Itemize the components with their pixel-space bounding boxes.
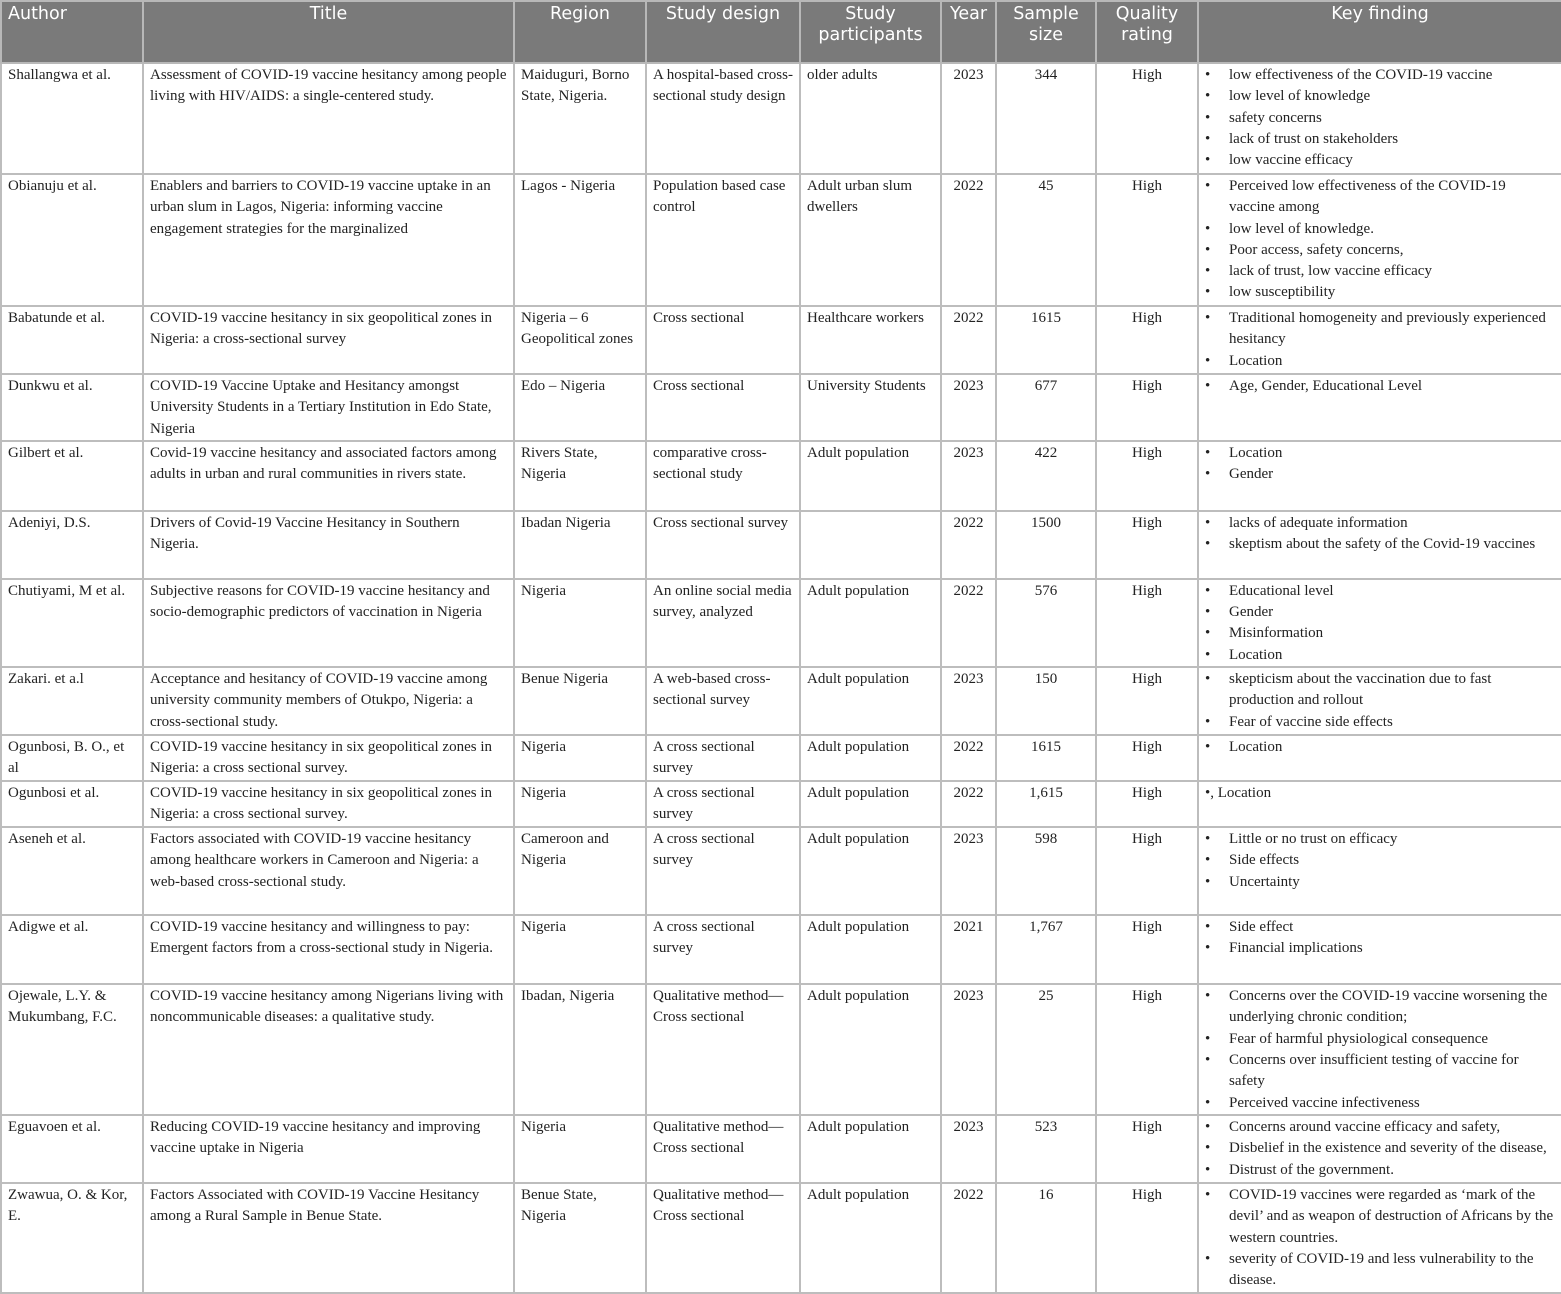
key-finding-item: • low level of knowledge. (1229, 219, 1555, 240)
key-finding-item: • Location (1229, 443, 1555, 464)
cell-participants: Healthcare workers (800, 306, 941, 374)
cell-author: Shallangwa et al. (1, 63, 143, 174)
key-finding-item: • Fear of vaccine side effects (1229, 712, 1555, 733)
header-study-design: Study design (646, 1, 800, 63)
cell-year: 2023 (941, 984, 996, 1115)
cell-design: Cross sectional (646, 306, 800, 374)
cell-year: 2022 (941, 579, 996, 667)
cell-design: Qualitative method—Cross sectional (646, 1115, 800, 1183)
cell-design: Cross sectional survey (646, 511, 800, 579)
cell-title: Subjective reasons for COVID-19 vaccine hesitancy and socio-demographic predictors of vaccination in Nigeria (143, 579, 514, 667)
cell-title: COVID-19 vaccine hesitancy in six geopolitical zones in Nigeria: a cross sectional survey. (143, 735, 514, 781)
cell-author: Zwawua, O. & Kor, E. (1, 1183, 143, 1293)
cell-title: Acceptance and hesitancy of COVID-19 vaccine among university community members of Otukpo, Nigeria: a cross-sectional study. (143, 667, 514, 735)
cell-author: Babatunde et al. (1, 306, 143, 374)
cell-sample: 1500 (996, 511, 1096, 579)
cell-quality: High (1096, 511, 1198, 579)
cell-sample: 16 (996, 1183, 1096, 1293)
cell-author: Zakari. et a.l (1, 667, 143, 735)
key-finding-list (1205, 308, 1555, 372)
key-finding-item: • skeptism about the safety of the Covid-19 vaccines (1229, 534, 1555, 555)
cell-region: Benue State, Nigeria (514, 1183, 646, 1293)
cell-sample: 422 (996, 441, 1096, 511)
cell-key-finding (1198, 441, 1561, 511)
table-row (1, 441, 1561, 511)
cell-key-finding (1198, 1183, 1561, 1293)
key-finding-list (1205, 917, 1555, 960)
cell-year: 2022 (941, 174, 996, 306)
cell-quality: High (1096, 374, 1198, 441)
cell-key-finding (1198, 511, 1561, 579)
cell-sample: 1,767 (996, 915, 1096, 984)
cell-key-finding (1198, 174, 1561, 306)
cell-region: Nigeria (514, 915, 646, 984)
cell-participants: Adult population (800, 735, 941, 781)
cell-year: 2021 (941, 915, 996, 984)
cell-design: A cross sectional survey (646, 735, 800, 781)
table-row (1, 827, 1561, 915)
cell-title: Factors associated with COVID-19 vaccine hesitancy among healthcare workers in Cameroon and Nigeria: a web-based cross-sectional study. (143, 827, 514, 915)
table-row (1, 667, 1561, 735)
table-row (1, 735, 1561, 781)
key-finding-item: • Poor access, safety concerns, (1229, 240, 1555, 261)
cell-design: comparative cross-sectional study (646, 441, 800, 511)
cell-participants: Adult population (800, 984, 941, 1115)
key-finding-list (1205, 1185, 1555, 1291)
key-finding-item: • lack of trust on stakeholders (1229, 129, 1555, 150)
cell-design: Qualitative method—Cross sectional (646, 1183, 800, 1293)
cell-title: COVID-19 Vaccine Uptake and Hesitancy amongst University Students in a Tertiary Institution in Edo State, Nigeria (143, 374, 514, 441)
header-key-finding: Key finding (1198, 1, 1561, 63)
cell-key-finding (1198, 735, 1561, 781)
cell-title: Enablers and barriers to COVID-19 vaccine uptake in an urban slum in Lagos, Nigeria: informing vaccine engagement strategies for the marginalized (143, 174, 514, 306)
cell-author: Gilbert et al. (1, 441, 143, 511)
cell-key-finding (1198, 1115, 1561, 1183)
table-row (1, 63, 1561, 174)
key-finding-item: • Little or no trust on efficacy (1229, 829, 1555, 850)
cell-quality: High (1096, 915, 1198, 984)
key-finding-list (1205, 65, 1555, 171)
key-finding-item: • Side effects (1229, 850, 1555, 871)
cell-design: Population based case control (646, 174, 800, 306)
cell-participants: Adult population (800, 667, 941, 735)
key-finding-item: • Misinformation (1229, 623, 1555, 644)
cell-key-finding (1198, 63, 1561, 174)
cell-key-finding (1198, 667, 1561, 735)
cell-year: 2023 (941, 667, 996, 735)
key-finding-item: • low effectiveness of the COVID-19 vaccine (1229, 65, 1555, 86)
table-row (1, 306, 1561, 374)
cell-author: Aseneh et al. (1, 827, 143, 915)
cell-key-finding (1198, 306, 1561, 374)
cell-quality: High (1096, 984, 1198, 1115)
key-finding-list (1205, 513, 1555, 556)
cell-sample: 1615 (996, 735, 1096, 781)
cell-region: Maiduguri, Borno State, Nigeria. (514, 63, 646, 174)
key-finding-item: • lacks of adequate information (1229, 513, 1555, 534)
cell-design: Cross sectional (646, 374, 800, 441)
key-finding-list (1205, 1117, 1555, 1181)
cell-key-finding: •, Location (1198, 781, 1561, 827)
key-finding-item: • COVID-19 vaccines were regarded as ‘mark of the devil’ and as weapon of destruction of Africans by the western countries. (1229, 1185, 1555, 1249)
cell-participants: Adult urban slum dwellers (800, 174, 941, 306)
cell-design: A cross sectional survey (646, 781, 800, 827)
key-finding-item: • Concerns around vaccine efficacy and safety, (1229, 1117, 1555, 1138)
cell-author: Ogunbosi et al. (1, 781, 143, 827)
cell-title: Factors Associated with COVID-19 Vaccine Hesitancy among a Rural Sample in Benue State. (143, 1183, 514, 1293)
cell-region: Nigeria (514, 735, 646, 781)
header-region: Region (514, 1, 646, 63)
cell-design: Qualitative method—Cross sectional (646, 984, 800, 1115)
cell-author: Chutiyami, M et al. (1, 579, 143, 667)
cell-region: Nigeria (514, 1115, 646, 1183)
cell-author: Obianuju et al. (1, 174, 143, 306)
key-finding-list (1205, 986, 1555, 1114)
key-finding-item: • low susceptibility (1229, 282, 1555, 303)
key-finding-item: • safety concerns (1229, 108, 1555, 129)
cell-key-finding (1198, 827, 1561, 915)
key-finding-item: • Age, Gender, Educational Level (1229, 376, 1555, 397)
cell-region: Ibadan Nigeria (514, 511, 646, 579)
cell-participants: University Students (800, 374, 941, 441)
cell-author: Adeniyi, D.S. (1, 511, 143, 579)
cell-title: Reducing COVID-19 vaccine hesitancy and improving vaccine uptake in Nigeria (143, 1115, 514, 1183)
key-finding-item: • Traditional homogeneity and previously experienced hesitancy (1229, 308, 1555, 351)
key-finding-list (1205, 829, 1555, 893)
key-finding-item: • Location (1229, 351, 1555, 372)
cell-quality: High (1096, 63, 1198, 174)
key-finding-item: • Educational level (1229, 581, 1555, 602)
key-finding-item: • low vaccine efficacy (1229, 150, 1555, 171)
key-finding-list (1205, 669, 1555, 733)
cell-title: Assessment of COVID-19 vaccine hesitancy among people living with HIV/AIDS: a single-centered study. (143, 63, 514, 174)
cell-author: Dunkwu et al. (1, 374, 143, 441)
header-year: Year (941, 1, 996, 63)
key-finding-item: • Concerns over insufficient testing of vaccine for safety (1229, 1050, 1555, 1093)
cell-title: Drivers of Covid-19 Vaccine Hesitancy in Southern Nigeria. (143, 511, 514, 579)
cell-sample: 576 (996, 579, 1096, 667)
key-finding-list (1205, 581, 1555, 666)
cell-sample: 598 (996, 827, 1096, 915)
cell-region: Benue Nigeria (514, 667, 646, 735)
cell-participants: Adult population (800, 579, 941, 667)
cell-design: A cross sectional survey (646, 827, 800, 915)
cell-sample: 1,615 (996, 781, 1096, 827)
key-finding-item: • Perceived vaccine infectiveness (1229, 1093, 1555, 1114)
cell-author: Ogunbosi, B. O., et al (1, 735, 143, 781)
cell-quality: High (1096, 306, 1198, 374)
cell-year: 2023 (941, 374, 996, 441)
cell-sample: 45 (996, 174, 1096, 306)
table-row (1, 915, 1561, 984)
cell-region: Nigeria (514, 781, 646, 827)
cell-year: 2022 (941, 781, 996, 827)
key-finding-item: • Financial implications (1229, 938, 1555, 959)
cell-title: COVID-19 vaccine hesitancy in six geopolitical zones in Nigeria: a cross sectional survey. (143, 781, 514, 827)
cell-quality: High (1096, 1183, 1198, 1293)
cell-quality: High (1096, 579, 1198, 667)
cell-year: 2023 (941, 63, 996, 174)
cell-year: 2022 (941, 511, 996, 579)
cell-quality: High (1096, 174, 1198, 306)
header-quality: Quality rating (1096, 1, 1198, 63)
key-finding-item: • Location (1229, 645, 1555, 666)
cell-participants: Adult population (800, 827, 941, 915)
cell-participants: Adult population (800, 781, 941, 827)
key-finding-item: • Perceived low effectiveness of the COVID-19 vaccine among (1229, 176, 1555, 219)
key-finding-item: • Concerns over the COVID-19 vaccine worsening the underlying chronic condition; (1229, 986, 1555, 1029)
cell-quality: High (1096, 441, 1198, 511)
cell-quality: High (1096, 735, 1198, 781)
cell-sample: 25 (996, 984, 1096, 1115)
table-row (1, 174, 1561, 306)
cell-region: Lagos - Nigeria (514, 174, 646, 306)
key-finding-item: • Location (1229, 737, 1555, 758)
cell-region: Nigeria (514, 579, 646, 667)
cell-title: Covid-19 vaccine hesitancy and associated factors among adults in urban and rural communities in rivers state. (143, 441, 514, 511)
cell-design: A web-based cross-sectional survey (646, 667, 800, 735)
key-finding-list (1205, 737, 1555, 758)
cell-participants: Adult population (800, 915, 941, 984)
cell-region: Nigeria – 6 Geopolitical zones (514, 306, 646, 374)
key-finding-item: • Disbelief in the existence and severity of the disease, (1229, 1138, 1555, 1159)
cell-author: Adigwe et al. (1, 915, 143, 984)
key-finding-item: • Gender (1229, 602, 1555, 623)
cell-participants: Adult population (800, 1115, 941, 1183)
cell-year: 2023 (941, 827, 996, 915)
cell-participants (800, 511, 941, 579)
key-finding-item: • Uncertainty (1229, 872, 1555, 893)
header-title: Title (143, 1, 514, 63)
cell-participants: older adults (800, 63, 941, 174)
cell-quality: High (1096, 781, 1198, 827)
cell-participants: Adult population (800, 441, 941, 511)
cell-sample: 677 (996, 374, 1096, 441)
cell-quality: High (1096, 1115, 1198, 1183)
cell-year: 2022 (941, 1183, 996, 1293)
cell-key-finding (1198, 915, 1561, 984)
key-finding-list (1205, 376, 1555, 397)
cell-key-finding (1198, 579, 1561, 667)
cell-title: COVID-19 vaccine hesitancy and willingness to pay: Emergent factors from a cross-sectional study in Nigeria. (143, 915, 514, 984)
key-finding-item: • Fear of harmful physiological consequence (1229, 1029, 1555, 1050)
key-finding-item: • Distrust of the government. (1229, 1160, 1555, 1181)
header-sample-size: Sample size (996, 1, 1096, 63)
cell-sample: 523 (996, 1115, 1096, 1183)
table-row (1, 374, 1561, 441)
table-row (1, 1115, 1561, 1183)
cell-participants: Adult population (800, 1183, 941, 1293)
cell-year: 2022 (941, 306, 996, 374)
cell-key-finding (1198, 984, 1561, 1115)
cell-key-finding (1198, 374, 1561, 441)
cell-region: Cameroon and Nigeria (514, 827, 646, 915)
key-finding-item: • Side effect (1229, 917, 1555, 938)
table-row (1, 984, 1561, 1115)
header-row (1, 1, 1561, 63)
cell-author: Eguavoen et al. (1, 1115, 143, 1183)
table-row (1, 511, 1561, 579)
key-finding-list (1205, 176, 1555, 304)
cell-title: COVID-19 vaccine hesitancy among Nigerians living with noncommunicable diseases: a qualitative study. (143, 984, 514, 1115)
key-finding-item: • skepticism about the vaccination due to fast production and rollout (1229, 669, 1555, 712)
cell-region: Edo – Nigeria (514, 374, 646, 441)
header-author: Author (1, 1, 143, 63)
cell-author: Ojewale, L.Y. & Mukumbang, F.C. (1, 984, 143, 1115)
table-body (1, 63, 1561, 1293)
table-row (1, 1183, 1561, 1293)
key-finding-list (1205, 443, 1555, 486)
cell-quality: High (1096, 667, 1198, 735)
key-finding-item: • severity of COVID-19 and less vulnerability to the disease. (1229, 1249, 1555, 1292)
key-finding-item: • lack of trust, low vaccine efficacy (1229, 261, 1555, 282)
cell-region: Rivers State, Nigeria (514, 441, 646, 511)
table-row (1, 781, 1561, 827)
table-row (1, 579, 1561, 667)
key-finding-item: • low level of knowledge (1229, 86, 1555, 107)
cell-design: An online social media survey, analyzed (646, 579, 800, 667)
cell-year: 2023 (941, 441, 996, 511)
key-finding-item: • Gender (1229, 464, 1555, 485)
cell-design: A cross sectional survey (646, 915, 800, 984)
cell-year: 2023 (941, 1115, 996, 1183)
cell-sample: 150 (996, 667, 1096, 735)
header-participants: Study participants (800, 1, 941, 63)
cell-title: COVID-19 vaccine hesitancy in six geopolitical zones in Nigeria: a cross-sectional survey (143, 306, 514, 374)
cell-sample: 1615 (996, 306, 1096, 374)
cell-region: Ibadan, Nigeria (514, 984, 646, 1115)
cell-year: 2022 (941, 735, 996, 781)
cell-design: A hospital-based cross-sectional study design (646, 63, 800, 174)
cell-sample: 344 (996, 63, 1096, 174)
cell-quality: High (1096, 827, 1198, 915)
